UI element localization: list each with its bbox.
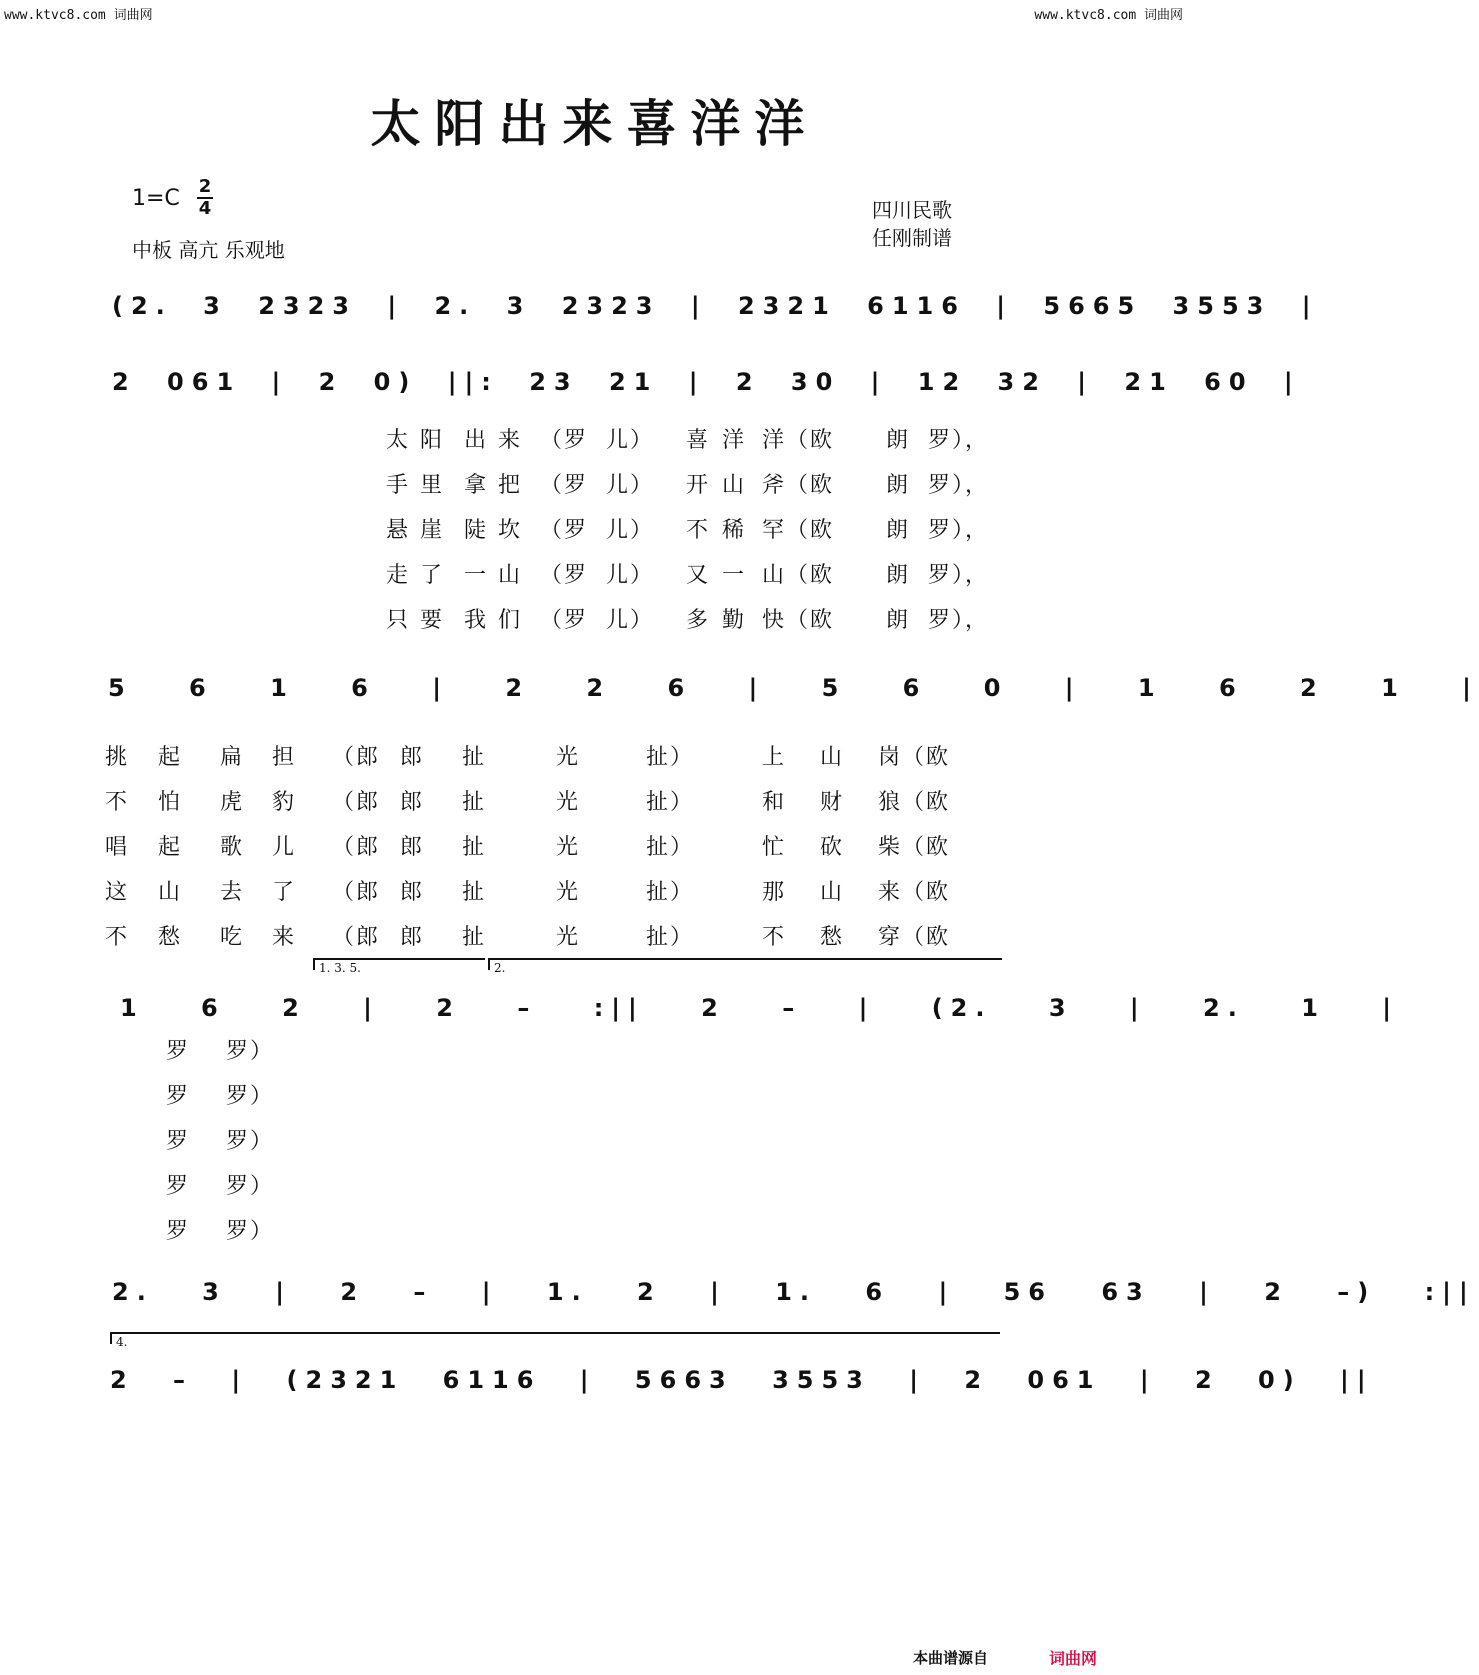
lyric-syllable: 罗）， [928,428,990,453]
lyric-syllable: 阳 [420,428,445,453]
lyric-syllable: 一 [722,563,747,588]
lyric-syllable: 罗 [166,1084,191,1109]
lyric-syllable: （郎 [332,790,381,815]
lyric-syllable: 罗）， [928,518,990,543]
lyric-syllable: 罗） [226,1084,275,1109]
lyric-syllable: （郎 [332,745,381,770]
lyric-syllable: 斧（欧 [762,473,835,498]
notation-row-2 [112,358,1301,408]
lyric-syllable: 罗）， [928,473,990,498]
lyric-syllable: 愁 [158,925,183,950]
lyric-syllable: 那 [762,880,787,905]
lyric-syllable: （罗 [540,518,589,543]
lyric-syllable: 山 [820,745,845,770]
lyric-syllable: 罗）， [928,563,990,588]
lyric-syllable: 光 [556,880,581,905]
lyric-syllable: 只 [386,608,411,633]
lyric-syllable: 们 [498,608,523,633]
watermark-right: www.ktvc8.com 词曲网 [1034,8,1183,23]
time-denominator: 4 [198,198,212,219]
lyric-syllable: 扯） [646,925,695,950]
lyric-syllable: 拿 [464,473,489,498]
lyric-syllable: 陡 [464,518,489,543]
lyric-syllable: 起 [158,835,183,860]
lyric-syllable: 担 [272,745,297,770]
lyric-syllable: 罗 [166,1174,191,1199]
lyric-syllable: 悬 [386,518,411,543]
lyric-syllable: 郎 [400,880,425,905]
notation-row-5-text: 2. 3 | 2 – | 1. 2 | 1. 6 | 56 63 | 2 –) :|| [112,1278,1476,1306]
lyric-syllable: 出 [464,428,489,453]
volta-bracket-4 [110,1332,1000,1349]
lyric-syllable: （罗 [540,428,589,453]
volta-bracket-2 [488,958,1002,975]
lyric-syllable: 扯 [462,745,487,770]
lyric-syllable: 财 [820,790,845,815]
lyric-syllable: 太 [386,428,411,453]
lyric-syllable: 狼（欧 [878,790,951,815]
lyric-syllable: 郎 [400,925,425,950]
lyric-syllable: 唱 [105,835,130,860]
lyric-syllable: （郎 [332,835,381,860]
lyric-syllable: 扯） [646,880,695,905]
volta-bracket-1 [313,958,485,975]
lyric-syllable: 郎 [400,745,425,770]
lyric-syllable: 罗） [226,1129,275,1154]
lyric-syllable: （罗 [540,608,589,633]
lyric-syllable: 儿） [606,608,655,633]
lyric-syllable: 里 [420,473,445,498]
lyric-syllable: 柴（欧 [878,835,951,860]
notation-row-4-text: 1 6 2 | 2 – :|| 2 – | (2. 3 | 2. 1 | [120,994,1400,1022]
lyric-syllable: 走 [386,563,411,588]
lyric-syllable: 罗 [166,1039,191,1064]
lyric-syllable: 光 [556,790,581,815]
lyric-syllable: 光 [556,925,581,950]
lyric-syllable: 山 [498,563,523,588]
lyric-syllable: 儿） [606,518,655,543]
lyric-syllable: 罗） [226,1219,275,1244]
lyric-syllable: 要 [420,608,445,633]
lyric-syllable: （郎 [332,880,381,905]
lyric-syllable: 来（欧 [878,880,951,905]
lyric-syllable: 歌 [220,835,245,860]
lyric-syllable: 山 [158,880,183,905]
lyric-syllable: 穿（欧 [878,925,951,950]
footer-source: 本曲谱源自 [913,1649,989,1667]
notation-row-3-text: 5 6 1 6 | 2 2 6 | 5 6 0 | 1 6 2 1 | [108,674,1479,702]
lyric-syllable: 多 [686,608,711,633]
lyric-syllable: 坎 [498,518,523,543]
volta-1-label: 1. 3. 5. [319,961,361,975]
lyric-syllable: 罗）， [928,608,990,633]
lyric-syllable: 儿） [606,563,655,588]
lyric-syllable: 儿） [606,473,655,498]
lyric-syllable: 扯 [462,835,487,860]
lyric-syllable: 快（欧 [762,608,835,633]
lyric-syllable: 把 [498,473,523,498]
lyric-syllable: 岗（欧 [878,745,951,770]
lyric-syllable: 扯 [462,925,487,950]
lyric-syllable: 扯） [646,745,695,770]
lyric-syllable: 起 [158,745,183,770]
lyric-syllable: 喜 [686,428,711,453]
notation-row-5 [112,1268,1476,1318]
lyric-syllable: 崖 [420,518,445,543]
lyric-syllable: 勤 [722,608,747,633]
notation-row-2-text: 2 061 | 2 0) ||: 23 21 | 2 30 | 12 32 | 21 60 | [112,368,1301,396]
song-title: 太阳出来喜洋洋 [370,94,819,153]
key-signature: 1=C [132,186,180,211]
notation-row-1 [112,282,1319,332]
lyric-syllable: 山 [722,473,747,498]
lyric-syllable: 手 [386,473,411,498]
lyric-syllable: 扯 [462,790,487,815]
notation-row-6-text: 2 – | (2321 6116 | 5663 3553 | 2 061 | 2 0) || [110,1366,1374,1394]
lyric-syllable: 不 [105,925,130,950]
lyric-syllable: 洋（欧 [762,428,835,453]
lyric-syllable: 郎 [400,835,425,860]
lyric-syllable: 郎 [400,790,425,815]
tempo-marking: 中板 高亢 乐观地 [132,238,285,262]
lyric-syllable: 儿） [606,428,655,453]
lyric-syllable: 洋 [722,428,747,453]
lyric-syllable: 吃 [220,925,245,950]
lyric-syllable: 愁 [820,925,845,950]
lyric-syllable: 罗 [166,1129,191,1154]
lyric-syllable: 豹 [272,790,297,815]
lyric-syllable: 罗 [166,1219,191,1244]
lyric-syllable: 了 [420,563,445,588]
lyric-syllable: 虎 [220,790,245,815]
lyric-syllable: （罗 [540,563,589,588]
lyric-syllable: 上 [762,745,787,770]
lyric-syllable: 不 [105,790,130,815]
notation-row-1-text: (2. 3 2323 | 2. 3 2323 | 2321 6116 | 5665 3553 | [112,292,1319,320]
lyric-syllable: 不 [762,925,787,950]
site-logo: 词曲网 [1049,1649,1098,1668]
lyric-syllable: 朗 [886,563,911,588]
lyric-syllable: 我 [464,608,489,633]
lyric-syllable: 光 [556,835,581,860]
time-signature [197,178,213,218]
lyric-syllable: 来 [272,925,297,950]
lyric-syllable: 去 [220,880,245,905]
lyric-syllable: 朗 [886,428,911,453]
lyric-syllable: 怕 [158,790,183,815]
notation-row-6 [110,1356,1374,1406]
lyric-syllable: 山 [820,880,845,905]
lyric-syllable: 儿 [272,835,297,860]
lyric-syllable: 罗） [226,1039,275,1064]
volta-4-label: 4. [116,1335,128,1349]
lyric-syllable: 砍 [820,835,845,860]
lyric-syllable: 朗 [886,473,911,498]
lyric-syllable: 光 [556,745,581,770]
lyric-syllable: 又 [686,563,711,588]
lyric-syllable: 了 [272,880,297,905]
volta-2-label: 2. [494,961,506,975]
lyric-syllable: 扁 [220,745,245,770]
lyric-syllable: 山（欧 [762,563,835,588]
song-origin: 四川民歌 [872,198,952,222]
lyric-syllable: 扯） [646,835,695,860]
lyric-syllable: 扯 [462,880,487,905]
lyric-syllable: 扯） [646,790,695,815]
lyric-syllable: 不 [686,518,711,543]
lyric-syllable: 一 [464,563,489,588]
lyric-syllable: 挑 [105,745,130,770]
time-numerator: 2 [198,176,212,197]
notation-row-3 [108,664,1479,714]
lyric-syllable: 开 [686,473,711,498]
lyric-syllable: 罗） [226,1174,275,1199]
lyric-syllable: （罗 [540,473,589,498]
notation-row-4 [120,984,1400,1034]
lyric-syllable: 这 [105,880,130,905]
lyric-syllable: 朗 [886,608,911,633]
watermark-left: www.ktvc8.com 词曲网 [4,8,153,23]
lyric-syllable: （郎 [332,925,381,950]
lyric-syllable: 稀 [722,518,747,543]
lyric-syllable: 罕（欧 [762,518,835,543]
lyric-syllable: 朗 [886,518,911,543]
lyric-syllable: 和 [762,790,787,815]
arranger: 任刚制谱 [872,226,952,250]
lyric-syllable: 忙 [762,835,787,860]
lyric-syllable: 来 [498,428,523,453]
